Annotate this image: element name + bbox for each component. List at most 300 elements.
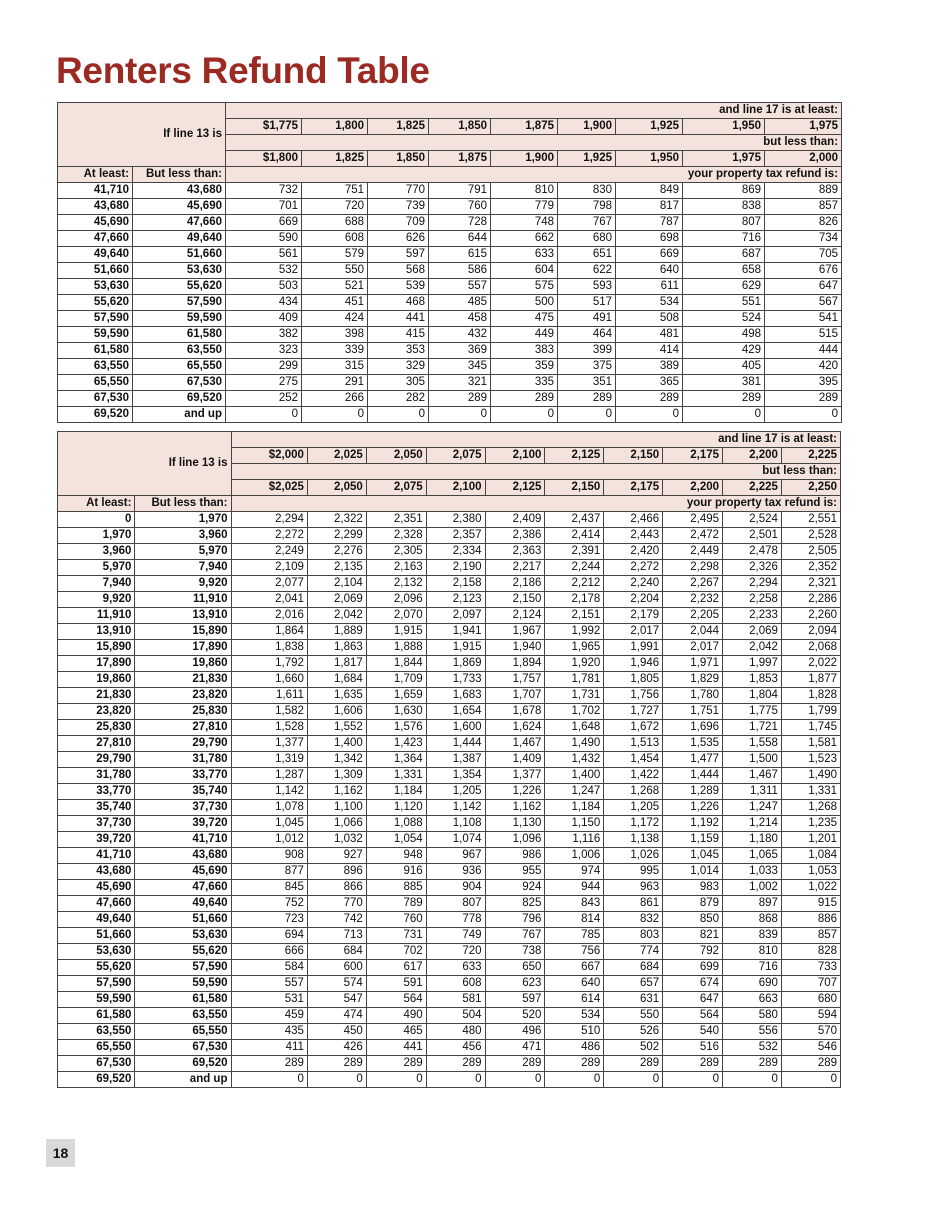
refund-amount: 760 [429,199,491,215]
refund-amount: 1,528 [231,720,307,736]
refund-amount: 1,513 [604,736,663,752]
refund-amount: 1,120 [366,800,426,816]
refund-amount: 2,267 [663,576,723,592]
refund-amount: 803 [604,928,663,944]
refund-amount: 1,576 [366,720,426,736]
refund-amount: 1,096 [485,832,545,848]
refund-amount: 1,660 [231,672,307,688]
income-at-least: 69,520 [58,1072,135,1088]
income-at-least: 25,830 [58,720,135,736]
refund-amount: 838 [683,199,765,215]
col-less-than: 2,100 [426,480,485,496]
refund-amount: 435 [231,1024,307,1040]
refund-amount: 657 [604,976,663,992]
refund-amount: 359 [491,359,558,375]
refund-amount: 1,012 [231,832,307,848]
income-less-than: 7,940 [135,560,231,576]
refund-amount: 289 [765,391,842,407]
refund-amount: 658 [683,263,765,279]
refund-amount: 832 [604,912,663,928]
table-row [58,736,841,752]
refund-amount: 2,068 [781,640,840,656]
refund-amount: 2,042 [723,640,782,656]
refund-amount: 299 [226,359,302,375]
refund-amount: 1,423 [366,736,426,752]
col-less-than: 2,075 [366,480,426,496]
table-row [58,784,841,800]
refund-amount: 723 [231,912,307,928]
refund-amount: 335 [491,375,558,391]
income-less-than: 39,720 [135,816,231,832]
refund-amount: 885 [366,880,426,896]
refund-amount: 456 [426,1040,485,1056]
refund-amount: 1,775 [723,704,782,720]
refund-amount: 2,123 [426,592,485,608]
refund-amount: 640 [616,263,683,279]
refund-amount: 967 [426,848,485,864]
refund-amount: 389 [616,359,683,375]
income-less-than: 5,970 [135,544,231,560]
refund-amount: 1,648 [545,720,604,736]
refund-amount: 581 [426,992,485,1008]
table-row [58,976,841,992]
refund-amount: 1,172 [604,816,663,832]
refund-amount: 680 [781,992,840,1008]
refund-amount: 0 [683,407,765,423]
income-at-least: 43,680 [58,199,133,215]
refund-amount: 579 [302,247,368,263]
refund-amount: 651 [558,247,616,263]
col-at-least: 2,050 [366,448,426,464]
refund-amount: 1,888 [366,640,426,656]
income-at-least: 37,730 [58,816,135,832]
refund-amount: 0 [723,1072,782,1088]
refund-amount: 2,328 [366,528,426,544]
refund-amount: 1,756 [604,688,663,704]
refund-amount: 826 [765,215,842,231]
refund-amount: 2,466 [604,512,663,528]
refund-amount: 1,997 [723,656,782,672]
refund-amount: 1,467 [485,736,545,752]
refund-amount: 2,135 [307,560,366,576]
refund-amount: 1,828 [781,688,840,704]
if-line13-label: If line 13 is [58,432,232,496]
table-row [58,624,841,640]
refund-amount: 424 [302,311,368,327]
refund-amount: 491 [558,311,616,327]
refund-amount: 1,915 [366,624,426,640]
refund-amount: 1,941 [426,624,485,640]
refund-amount: 650 [485,960,545,976]
refund-amount: 2,528 [781,528,840,544]
col-less-than: 2,200 [663,480,723,496]
refund-amount: 1,967 [485,624,545,640]
income-less-than: and up [135,1072,231,1088]
refund-amount: 2,386 [485,528,545,544]
refund-amount: 1,309 [307,768,366,784]
income-at-least: 63,550 [58,1024,135,1040]
refund-amount: 405 [683,359,765,375]
refund-amount: 1,817 [307,656,366,672]
income-less-than: 63,550 [135,1008,231,1024]
refund-amount: 289 [491,391,558,407]
refund-amount: 955 [485,864,545,880]
col-less-than: $2,025 [231,480,307,496]
refund-amount: 0 [558,407,616,423]
refund-amount: 1,387 [426,752,485,768]
income-at-least: 31,780 [58,768,135,784]
refund-amount: 2,472 [663,528,723,544]
refund-amount: 647 [663,992,723,1008]
refund-amount: 868 [723,912,782,928]
table-row [58,896,841,912]
income-less-than: 49,640 [133,231,226,247]
refund-amount: 986 [485,848,545,864]
refund-amount: 2,294 [231,512,307,528]
refund-amount: 983 [663,880,723,896]
refund-amount: 1,630 [366,704,426,720]
income-less-than: 67,530 [133,375,226,391]
refund-amount: 716 [683,231,765,247]
income-less-than: 53,630 [133,263,226,279]
refund-amount: 1,342 [307,752,366,768]
income-less-than: 47,660 [135,880,231,896]
refund-amount: 557 [231,976,307,992]
refund-amount: 315 [302,359,368,375]
table-row [58,672,841,688]
refund-amount: 434 [226,295,302,311]
col-at-least: $2,000 [231,448,307,464]
refund-amount: 329 [368,359,429,375]
col-less-than: 2,050 [307,480,366,496]
income-less-than: 13,910 [135,608,231,624]
refund-amount: 1,432 [545,752,604,768]
refund-amount: 828 [781,944,840,960]
refund-amount: 2,240 [604,576,663,592]
refund-amount: 2,179 [604,608,663,624]
refund-amount: 1,235 [781,816,840,832]
refund-amount: 289 [366,1056,426,1072]
refund-amount: 503 [226,279,302,295]
income-less-than: 45,690 [133,199,226,215]
refund-amount: 1,757 [485,672,545,688]
refund-amount: 2,380 [426,512,485,528]
col-less-than: 2,000 [765,151,842,167]
income-at-least: 41,710 [58,848,135,864]
refund-amount: 591 [366,976,426,992]
refund-amount: 734 [765,231,842,247]
col-at-least: 2,150 [604,448,663,464]
refund-amount: 420 [765,359,842,375]
refund-amount: 458 [429,311,491,327]
refund-amount: 459 [231,1008,307,1024]
refund-amount: 510 [545,1024,604,1040]
refund-amount: 502 [604,1040,663,1056]
refund-amount: 2,391 [545,544,604,560]
refund-amount: 382 [226,327,302,343]
refund-amount: 568 [368,263,429,279]
refund-amount: 2,077 [231,576,307,592]
refund-amount: 1,654 [426,704,485,720]
refund-amount: 2,524 [723,512,782,528]
refund-amount: 1,033 [723,864,782,880]
refund-amount: 580 [723,1008,782,1024]
refund-amount: 1,500 [723,752,782,768]
refund-amount: 948 [366,848,426,864]
refund-amount: 2,233 [723,608,782,624]
refund-amount: 475 [491,311,558,327]
refund-table-1 [57,102,842,423]
refund-amount: 631 [604,992,663,1008]
refund-amount: 0 [604,1072,663,1088]
refund-amount: 698 [616,231,683,247]
refund-amount: 485 [429,295,491,311]
refund-amount: 2,097 [426,608,485,624]
line17-at-least-label: and line 17 is at least: [226,103,842,119]
refund-amount: 289 [616,391,683,407]
refund-amount: 1,002 [723,880,782,896]
refund-amount: 521 [302,279,368,295]
refund-amount: 1,247 [545,784,604,800]
col-less-than: 2,125 [485,480,545,496]
refund-amount: 716 [723,960,782,976]
refund-amount: 289 [683,391,765,407]
refund-amount: 2,286 [781,592,840,608]
income-less-than: 61,580 [135,992,231,1008]
col-at-least: 1,800 [302,119,368,135]
refund-amount: 547 [307,992,366,1008]
refund-amount: 339 [302,343,368,359]
table-row [58,912,841,928]
refund-amount: 742 [307,912,366,928]
refund-amount: 633 [426,960,485,976]
refund-amount: 464 [558,327,616,343]
refund-amount: 481 [616,327,683,343]
if-line13-label: If line 13 is [58,103,226,167]
income-at-least: 17,890 [58,656,135,672]
refund-amount: 550 [302,263,368,279]
refund-amount: 1,130 [485,816,545,832]
income-at-least: 27,810 [58,736,135,752]
refund-amount: 2,124 [485,608,545,624]
refund-amount: 817 [616,199,683,215]
refund-amount: 640 [545,976,604,992]
refund-amount: 936 [426,864,485,880]
refund-amount: 289 [558,391,616,407]
refund-amount: 896 [307,864,366,880]
refund-amount: 1,116 [545,832,604,848]
refund-amount: 644 [429,231,491,247]
income-at-least: 3,960 [58,544,135,560]
refund-amount: 861 [604,896,663,912]
income-at-least: 29,790 [58,752,135,768]
refund-amount: 810 [723,944,782,960]
table-row [58,928,841,944]
income-less-than: 49,640 [135,896,231,912]
table-row [58,960,841,976]
refund-amount: 2,150 [485,592,545,608]
refund-amount: 1,247 [723,800,782,816]
refund-amount: 2,305 [366,544,426,560]
refund-amount: 1,678 [485,704,545,720]
page-number: 18 [46,1139,75,1167]
refund-amount: 886 [781,912,840,928]
refund-amount: 807 [426,896,485,912]
refund-amount: 1,477 [663,752,723,768]
income-less-than: 69,520 [135,1056,231,1072]
refund-amount: 532 [226,263,302,279]
income-at-least: 11,910 [58,608,135,624]
at-least-header: At least: [58,167,133,183]
refund-amount: 593 [558,279,616,295]
refund-amount: 586 [429,263,491,279]
refund-amount: 680 [558,231,616,247]
income-less-than: 41,710 [135,832,231,848]
income-less-than: 9,920 [135,576,231,592]
income-at-least: 53,630 [58,944,135,960]
refund-amount: 2,334 [426,544,485,560]
table-row [58,375,842,391]
income-at-least: 53,630 [58,279,133,295]
income-at-least: 67,530 [58,1056,135,1072]
refund-amount: 694 [231,928,307,944]
table-row [58,608,841,624]
refund-amount: 1,311 [723,784,782,800]
income-less-than: 51,660 [133,247,226,263]
table-row [58,359,842,375]
refund-amount: 857 [781,928,840,944]
refund-amount: 617 [366,960,426,976]
refund-amount: 353 [368,343,429,359]
refund-amount: 291 [302,375,368,391]
refund-amount: 1,894 [485,656,545,672]
income-at-least: 23,820 [58,704,135,720]
refund-amount: 531 [231,992,307,1008]
refund-amount: 496 [485,1024,545,1040]
refund-amount: 1,965 [545,640,604,656]
refund-amount: 915 [781,896,840,912]
refund-amount: 879 [663,896,723,912]
refund-amount: 289 [545,1056,604,1072]
refund-amount: 687 [683,247,765,263]
refund-amount: 850 [663,912,723,928]
refund-amount: 1,289 [663,784,723,800]
refund-amount: 787 [616,215,683,231]
refund-amount: 2,186 [485,576,545,592]
income-less-than: 45,690 [135,864,231,880]
income-less-than: 43,680 [133,183,226,199]
refund-amount: 557 [429,279,491,295]
table-row [58,832,841,848]
refund-amount: 1,751 [663,704,723,720]
refund-amount: 1,611 [231,688,307,704]
refund-amount: 789 [366,896,426,912]
refund-amount: 1,863 [307,640,366,656]
refund-amount: 2,505 [781,544,840,560]
but-less-than-header: But less than: [133,167,226,183]
refund-amount: 810 [491,183,558,199]
income-at-least: 55,620 [58,295,133,311]
refund-amount: 674 [663,976,723,992]
income-at-least: 57,590 [58,976,135,992]
income-at-least: 57,590 [58,311,133,327]
refund-amount: 1,364 [366,752,426,768]
income-less-than: 31,780 [135,752,231,768]
income-at-least: 9,920 [58,592,135,608]
table-row [58,592,841,608]
refund-amount: 897 [723,896,782,912]
refund-amount: 305 [368,375,429,391]
refund-amount: 752 [231,896,307,912]
refund-amount: 2,163 [366,560,426,576]
refund-table-2 [57,431,841,1088]
col-less-than: $1,800 [226,151,302,167]
refund-amount: 2,190 [426,560,485,576]
col-at-least: 1,950 [683,119,765,135]
refund-amount: 866 [307,880,366,896]
refund-amount: 2,158 [426,576,485,592]
refund-amount: 550 [604,1008,663,1024]
refund-amount: 1,138 [604,832,663,848]
refund-amount: 869 [683,183,765,199]
income-less-than: 37,730 [135,800,231,816]
refund-amount: 381 [683,375,765,391]
refund-amount: 1,992 [545,624,604,640]
refund-amount: 1,214 [723,816,782,832]
col-at-least: 2,075 [426,448,485,464]
table-row [58,720,841,736]
income-at-least: 65,550 [58,375,133,391]
table-row [58,688,841,704]
refund-amount: 432 [429,327,491,343]
refund-amount: 684 [604,960,663,976]
income-at-least: 49,640 [58,247,133,263]
income-at-least: 51,660 [58,263,133,279]
refund-amount: 1,971 [663,656,723,672]
refund-amount: 2,217 [485,560,545,576]
refund-amount: 1,792 [231,656,307,672]
income-less-than: 35,740 [135,784,231,800]
refund-amount: 504 [426,1008,485,1024]
refund-amount: 2,357 [426,528,485,544]
income-at-least: 43,680 [58,864,135,880]
refund-amount: 0 [426,1072,485,1088]
refund-amount: 1,552 [307,720,366,736]
refund-amount: 2,204 [604,592,663,608]
refund-amount: 2,249 [231,544,307,560]
but-less-than-header: But less than: [135,496,231,512]
refund-amount: 0 [366,1072,426,1088]
refund-amount: 289 [781,1056,840,1072]
refund-amount: 2,016 [231,608,307,624]
refund-amount: 713 [307,928,366,944]
refund-amount: 2,449 [663,544,723,560]
refund-amount: 2,044 [663,624,723,640]
refund-amount: 1,422 [604,768,663,784]
refund-amount: 375 [558,359,616,375]
col-at-least: 1,850 [429,119,491,135]
col-at-least: 2,025 [307,448,366,464]
refund-amount: 1,006 [545,848,604,864]
income-less-than: 23,820 [135,688,231,704]
refund-amount: 629 [683,279,765,295]
income-less-than: 57,590 [135,960,231,976]
refund-amount: 1,201 [781,832,840,848]
income-at-least: 59,590 [58,992,135,1008]
refund-amount: 561 [226,247,302,263]
refund-amount: 1,022 [781,880,840,896]
refund-amount: 830 [558,183,616,199]
